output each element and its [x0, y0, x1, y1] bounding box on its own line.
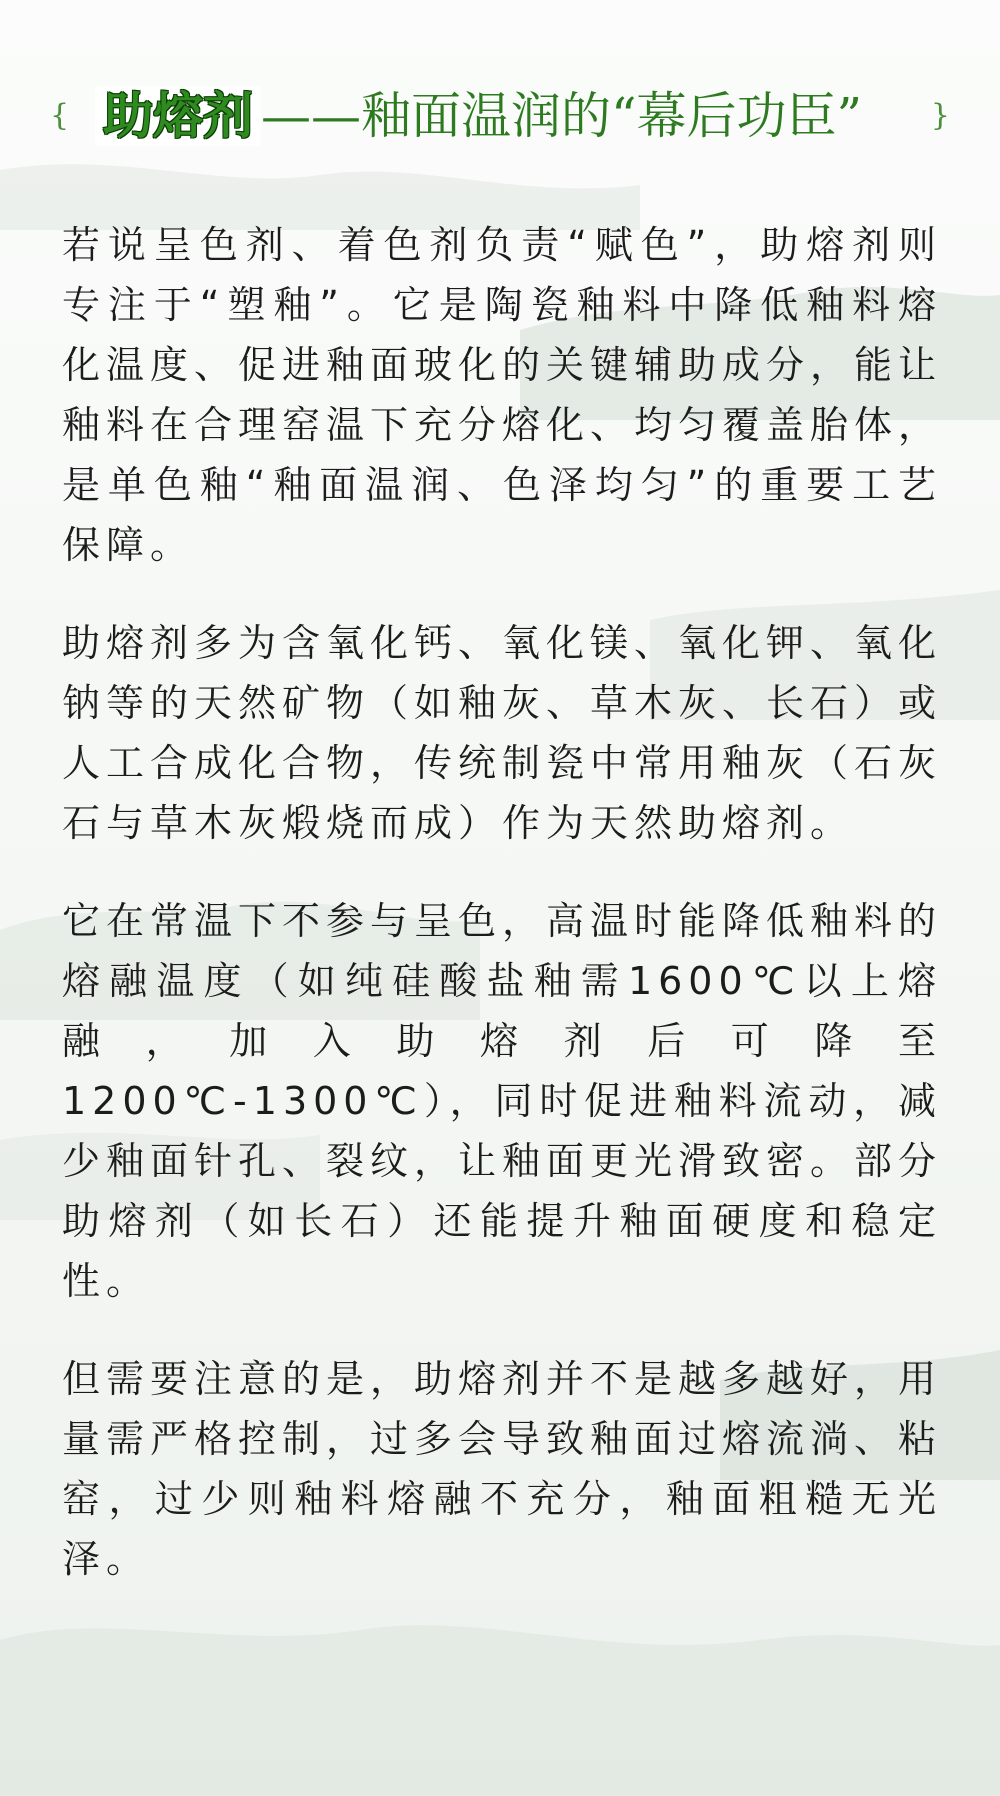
- left-brace-ornament: {: [50, 98, 70, 133]
- paragraph-3: 它在常温下不参与呈色，高温时能降低釉料的熔融温度（如纯硅酸盐釉需1600℃以上熔融，加入助熔剂后可降至1200℃-1300℃），同时促进釉料流动，减少釉面针孔、裂纹，让釉面更光滑致密。部分助熔剂（如长石）还能提升釉面硬度和稳定性。: [62, 899, 943, 1303]
- paragraph-2: 助熔剂多为含氧化钙、氧化镁、氧化钾、氧化钠等的天然矿物（如釉灰、草木灰、长石）或人工合成化合物，传统制瓷中常用釉灰（石灰石与草木灰煅烧而成）作为天然助熔剂。: [62, 621, 943, 845]
- title-subtitle: ——釉面温润的“幕后功臣”: [261, 87, 863, 145]
- article-body: [62, 215, 942, 1627]
- title-keyword: 助熔剂: [95, 86, 261, 146]
- right-brace-ornament: }: [930, 98, 950, 133]
- title-row: [0, 80, 1000, 160]
- page-title: [95, 86, 915, 146]
- paragraph-1: 若说呈色剂、着色剂负责“赋色”，助熔剂则专注于“塑釉”。它是陶瓷釉料中降低釉料熔化温度、促进釉面玻化的关键辅助成分，能让釉料在合理窑温下充分熔化、均匀覆盖胎体，是单色釉“釉面温润、色泽均匀”的重要工艺保障。: [62, 223, 943, 567]
- paragraph-4: 但需要注意的是，助熔剂并不是越多越好，用量需严格控制，过多会导致釉面过熔流淌、粘窑，过少则釉料熔融不充分，釉面粗糙无光泽。: [62, 1357, 943, 1581]
